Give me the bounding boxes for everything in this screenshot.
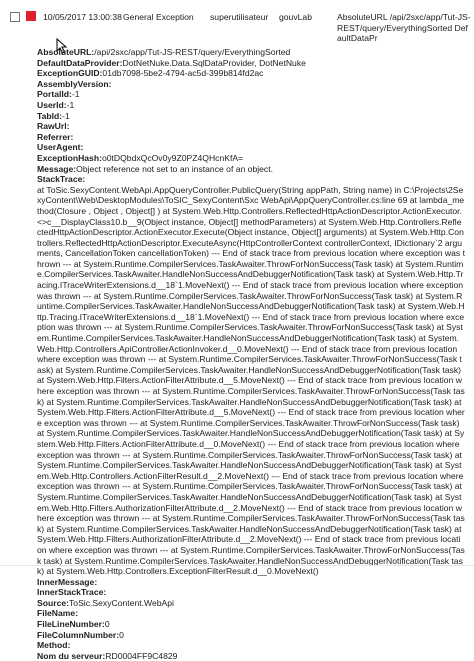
- log-entry-row[interactable]: [0, 0, 474, 44]
- detail-label: InnerStackTrace:: [37, 587, 107, 598]
- detail-line: [37, 100, 465, 111]
- detail-line: [37, 142, 465, 153]
- detail-label: TabId:: [37, 110, 63, 121]
- log-details-panel: [37, 47, 465, 661]
- detail-label: FileLineNumber:: [37, 619, 105, 630]
- detail-line: [37, 651, 465, 661]
- detail-value: DotNetNuke.Data.SqlDataProvider, DotNetNuke: [122, 57, 306, 68]
- divider: [0, 565, 474, 566]
- detail-label: ExceptionGUID:: [37, 68, 103, 79]
- detail-label: PortalId:: [37, 89, 72, 100]
- detail-value: ToSic.SexyContent.WebApi: [69, 597, 174, 608]
- detail-label: StackTrace:: [37, 174, 86, 185]
- detail-line: [37, 630, 465, 641]
- detail-value: /api/2sxc/app/Tut-JS-REST/query/EverythingSorted: [94, 47, 291, 57]
- detail-value: 0: [119, 629, 124, 640]
- detail-label: DefaultDataProvider:: [37, 57, 123, 68]
- detail-label: AbsoluteURL:: [37, 47, 95, 57]
- log-user: superutilisateur: [210, 12, 269, 22]
- detail-line: [37, 174, 465, 185]
- detail-value: o0tDQbdxQcOv0y9Z0PZ4QHcnKfA=: [101, 152, 244, 163]
- detail-label: UserId:: [37, 99, 67, 110]
- detail-label: InnerMessage:: [37, 576, 98, 587]
- severity-indicator-icon: [26, 11, 36, 21]
- detail-label: Message:: [37, 163, 77, 174]
- detail-label: Source:: [37, 597, 69, 608]
- detail-label: Nom du serveur:: [37, 650, 106, 661]
- detail-line: [37, 608, 465, 619]
- detail-label: AssemblyVersion:: [37, 78, 112, 89]
- detail-label: Referrer:: [37, 131, 74, 142]
- stacktrace-text: at ToSic.SexyContent.WebApi.AppQueryController.PublicQuery(String appPath, String name) in C:\Projects\2SexyContent\Web\DesktopModules\ToSIC_SexyContent\Sxc WebApi\AppQueryController.cs:line 69 at lambda_method(Closure , Object , Object[] ) at System.Web.Http.Controllers.ReflectedHttpActionDescriptor.ActionExecutor.<>c__DisplayClass10.b__9(Object instance, Object[] methodParameters) at System.Web.Http.Controllers.ReflectedHttpActionDescriptor.ActionExecutor.Execute(Object instance, Object[] arguments) at System.Web.Http.Controllers.ReflectedHttpActionDescriptor.ExecuteAsync(HttpControllerContext controllerContext, IDictionary`2 arguments, CancellationToken cancellationToken) --- End of stack trace from previous location where exception was thrown --- at System.Runtime.CompilerServices.TaskAwaiter.ThrowForNonSuccess(Task task) at System.Runtime.CompilerServices.TaskAwaiter.HandleNonSuccessAndDebuggerNotification(Task task) at System.Web.Http.Tracing.ITraceWriterExtensions.d__18`1.MoveNext() --- End of stack trace from previous location where exception was thrown --- at System.Runtime.CompilerServices.TaskAwaiter.ThrowForNonSuccess(Task task) at System.Runtime.CompilerServices.TaskAwaiter.HandleNonSuccessAndDebuggerNotification(Task task) at System.Web.Http.Tracing.ITraceWriterExtensions.d__18`1.MoveNext() --- End of stack trace from previous location where exception was thrown --- at System.Runtime.CompilerServices.TaskAwaiter.ThrowForNonSuccess(Task task) at System.Runtime.CompilerServices.TaskAwaiter.HandleNonSuccessAndDebuggerNotification(Task task) at System.Web.Http.Controllers.ApiControllerActionInvoker.d__0.MoveNext() --- End of stack trace from previous location where exception was thrown --- at System.Runtime.CompilerServices.TaskAwaiter.ThrowForNonSuccess(Task task) at System.Runtime.CompilerServices.TaskAwaiter.HandleNonSuccessAndDebuggerNotification(Task task) at System.Web.Http.Filters.ActionFilterAttribute.d__5.MoveNext() --- End of stack trace from previous location where exception was thrown --- at System.Runtime.CompilerServices.TaskAwaiter.ThrowForNonSuccess(Task task) at System.Runtime.CompilerServices.TaskAwaiter.HandleNonSuccessAndDebuggerNotification(Task task) at System.Web.Http.Filters.ActionFilterAttribute.d__5.MoveNext() --- End of stack trace from previous location where exception was thrown --- at System.Runtime.CompilerServices.TaskAwaiter.ThrowForNonSuccess(Task task) at System.Runtime.CompilerServices.TaskAwaiter.HandleNonSuccessAndDebuggerNotification(Task task) at System.Web.Http.Filters.ActionFilterAttribute.d__0.MoveNext() --- End of stack trace from previous location where exception was thrown --- at System.Runtime.CompilerServices.TaskAwaiter.ThrowForNonSuccess(Task task) at System.Runtime.CompilerServices.TaskAwaiter.HandleNonSuccessAndDebuggerNotification(Task task) at System.Web.Http.Controllers.ActionFilterResult.d__2.MoveNext() --- End of stack trace from previous location where exception was thrown --- at System.Runtime.CompilerServices.TaskAwaiter.ThrowForNonSuccess(Task task) at System.Runtime.CompilerServices.TaskAwaiter.HandleNonSuccessAndDebuggerNotification(Task task) at System.Web.Http.Filters.AuthorizationFilterAttribute.d__2.MoveNext() --- End of stack trace from previous location where exception was thrown --- at System.Runtime.CompilerServices.TaskAwaiter.ThrowForNonSuccess(Task task) at System.Runtime.CompilerServices.TaskAwaiter.HandleNonSuccessAndDebuggerNotification(Task task) at System.Web.Http.Filters.AuthorizationFilterAttribute.d__2.MoveNext() --- End of stack trace from previous location where exception was thrown --- at System.Runtime.CompilerServices.TaskAwaiter.ThrowForNonSuccess(Task task) at System.Runtime.CompilerServices.TaskAwaiter.HandleNonSuccessAndDebuggerNotification(Task task) at System.Web.Http.Controllers.ExceptionFilterResult.d__0.MoveNext(): [37, 184, 465, 577]
- detail-value: -1: [66, 99, 75, 110]
- detail-label: Method:: [37, 640, 71, 651]
- detail-line: [37, 577, 465, 588]
- detail-value: RD0004FF9C4829: [105, 650, 178, 661]
- detail-line: [37, 68, 465, 79]
- detail-line: [37, 47, 465, 58]
- log-type: General Exception: [123, 12, 194, 22]
- detail-value: Object reference not set to an instance of an object.: [76, 163, 273, 174]
- detail-line: [37, 58, 465, 69]
- detail-line: [37, 640, 465, 651]
- detail-line: [37, 111, 465, 122]
- detail-label: FileName:: [37, 608, 79, 619]
- detail-line: [37, 121, 465, 132]
- detail-line: [37, 598, 465, 609]
- detail-value: -1: [62, 110, 70, 121]
- log-date: 10/05/2017 13:00:38: [43, 12, 122, 22]
- detail-label: UserAgent:: [37, 142, 84, 153]
- detail-value: -1: [71, 89, 80, 100]
- detail-line: [37, 619, 465, 630]
- detail-value: 0: [104, 619, 110, 630]
- detail-line: [37, 132, 465, 143]
- detail-line: [37, 587, 465, 598]
- log-summary: AbsoluteURL /api/2sxc/app/Tut-JS-REST/query/EverythingSorted DefaultDataPr: [337, 12, 471, 43]
- detail-line: [37, 164, 465, 175]
- log-site: gouvLab: [279, 12, 312, 22]
- detail-line: [37, 89, 465, 100]
- detail-label: FileColumnNumber:: [37, 629, 120, 640]
- detail-line: [37, 153, 465, 164]
- row-checkbox[interactable]: [10, 12, 20, 22]
- detail-label: RawUrl:: [37, 121, 70, 132]
- detail-value: 01db7098-5be2-4794-ac5d-399b814fd2ac: [102, 68, 264, 79]
- detail-line: [37, 79, 465, 90]
- detail-label: ExceptionHash:: [37, 152, 102, 163]
